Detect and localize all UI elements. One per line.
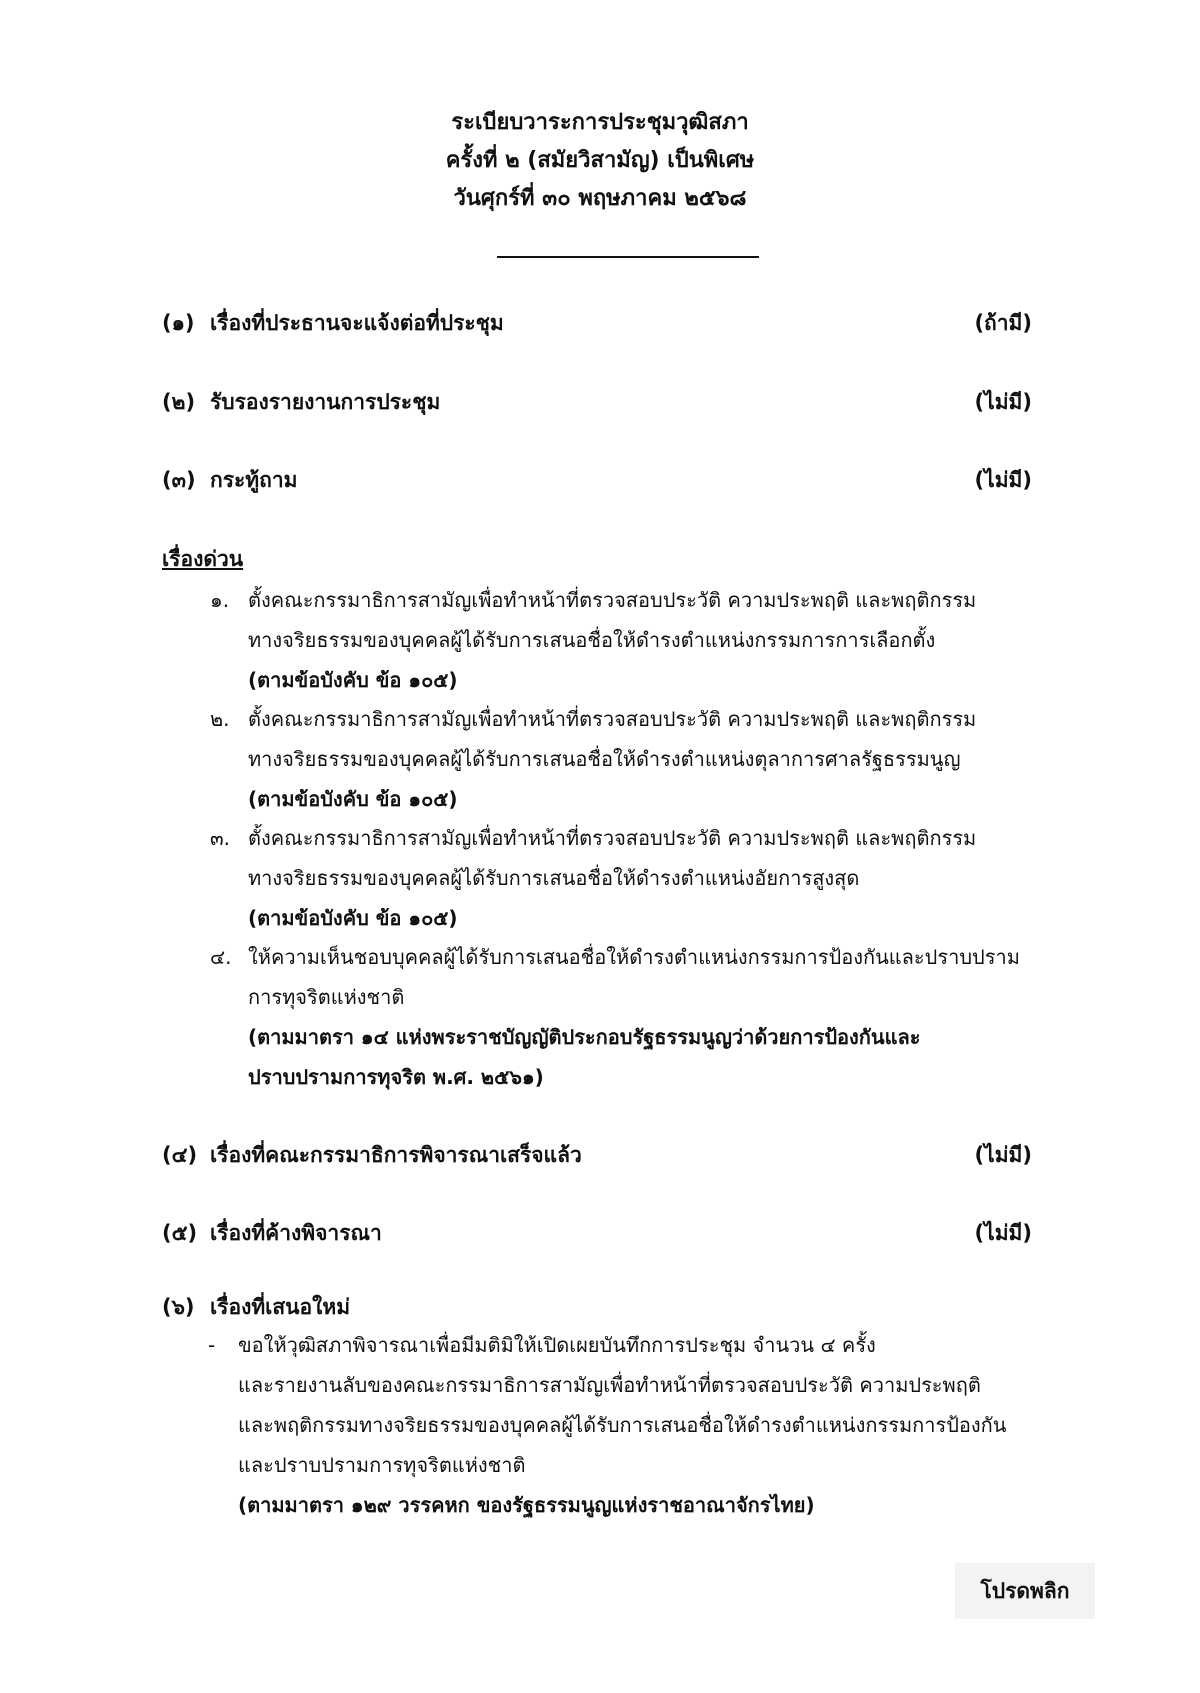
section-title: เรื่องที่เสนอใหม่ xyxy=(210,1295,351,1319)
item-text-line: ตั้งคณะกรรมาธิการสามัญเพื่อทำหน้าที่ตรวจสอบประวัติ ความประพฤติ และพฤติกรรม xyxy=(248,826,977,850)
item-text-line: และปราบปรามการทุจริตแห่งชาติ xyxy=(238,1453,526,1477)
section-number: (๑) xyxy=(162,311,195,335)
section-title: เรื่องที่ค้างพิจารณา xyxy=(210,1221,382,1245)
urgent-item-4 xyxy=(210,937,1090,1097)
item-text-line: ทางจริยธรรมของบุคคลผู้ได้รับการเสนอชื่อให้ดำรงตำแหน่งอัยการสูงสุด xyxy=(248,866,860,890)
section-title: รับรองรายงานการประชุม xyxy=(210,390,441,414)
item-text-line: การทุจริตแห่งชาติ xyxy=(248,985,405,1009)
session-line: ครั้งที่ ๒ (สมัยวิสามัญ) เป็นพิเศษ xyxy=(445,148,755,173)
agenda-header xyxy=(0,104,1200,218)
section-status: (ไม่มี) xyxy=(974,468,1032,492)
item-text-line: ทางจริยธรรมของบุคคลผู้ได้รับการเสนอชื่อให้ดำรงตำแหน่งตุลาการศาลรัฐธรรมนูญ xyxy=(248,747,961,771)
item-number: ๔. xyxy=(210,945,232,969)
item-reference: (ตามข้อบังคับ ข้อ ๑๐๕) xyxy=(248,668,458,692)
item-reference: (ตามข้อบังคับ ข้อ ๑๐๕) xyxy=(248,906,458,930)
section-number: (๖) xyxy=(162,1295,195,1319)
section-number: (๒) xyxy=(162,390,196,414)
section-title: เรื่องที่ประธานจะแจ้งต่อที่ประชุม xyxy=(210,311,504,335)
please-turn-over: โปรดพลิก xyxy=(955,1563,1095,1619)
item-number: ๑. xyxy=(210,588,230,612)
date-line: วันศุกร์ที่ ๓๐ พฤษภาคม ๒๕๖๘ xyxy=(453,186,747,211)
section-2 xyxy=(162,385,1032,419)
section-number: (๕) xyxy=(162,1221,198,1245)
urgent-item-1 xyxy=(210,580,1090,700)
agenda-title: ระเบียบวาระการประชุมวุฒิสภา xyxy=(451,110,749,135)
section-status: (ถ้ามี) xyxy=(974,311,1032,335)
item-reference: (ตามมาตรา ๑๒๙ วรรคหก ของรัฐธรรมนูญแห่งราชอาณาจักรไทย) xyxy=(238,1493,815,1517)
section-5 xyxy=(162,1216,1032,1250)
new-item xyxy=(208,1325,1088,1525)
section-title: กระทู้ถาม xyxy=(210,468,298,492)
urgent-item-3 xyxy=(210,818,1090,938)
section-3 xyxy=(162,463,1032,497)
item-reference: (ตามข้อบังคับ ข้อ ๑๐๕) xyxy=(248,787,458,811)
section-1 xyxy=(162,306,1032,340)
section-number: (๔) xyxy=(162,1143,198,1167)
item-text-line: ตั้งคณะกรรมาธิการสามัญเพื่อทำหน้าที่ตรวจสอบประวัติ ความประพฤติ และพฤติกรรม xyxy=(248,707,977,731)
header-divider xyxy=(497,256,759,258)
item-text-line: ขอให้วุฒิสภาพิจารณาเพื่อมีมติมิให้เปิดเผยบันทึกการประชุม จำนวน ๔ ครั้ง xyxy=(238,1333,876,1357)
section-status: (ไม่มี) xyxy=(974,390,1032,414)
section-4 xyxy=(162,1138,1032,1172)
item-reference: (ตามมาตรา ๑๔ แห่งพระราชบัญญัติประกอบรัฐธรรมนูญว่าด้วยการป้องกันและ xyxy=(248,1025,921,1049)
bullet-dash: - xyxy=(208,1333,216,1357)
urgent-item-2 xyxy=(210,699,1090,819)
section-status: (ไม่มี) xyxy=(974,1143,1032,1167)
item-number: ๒. xyxy=(210,707,230,731)
item-text-line: ตั้งคณะกรรมาธิการสามัญเพื่อทำหน้าที่ตรวจสอบประวัติ ความประพฤติ และพฤติกรรม xyxy=(248,588,977,612)
item-number: ๓. xyxy=(210,826,231,850)
section-number: (๓) xyxy=(162,468,196,492)
item-text-line: และพฤติกรรมทางจริยธรรมของบุคคลผู้ได้รับการเสนอชื่อให้ดำรงตำแหน่งกรรมการป้องกัน xyxy=(238,1413,1007,1437)
item-reference: ปราบปรามการทุจริต พ.ศ. ๒๕๖๑) xyxy=(248,1065,544,1089)
item-text-line: ให้ความเห็นชอบบุคคลผู้ได้รับการเสนอชื่อให้ดำรงตำแหน่งกรรมการป้องกันและปราบปราม xyxy=(248,945,1020,969)
item-text-line: ทางจริยธรรมของบุคคลผู้ได้รับการเสนอชื่อให้ดำรงตำแหน่งกรรมการการเลือกตั้ง xyxy=(248,628,936,652)
section-title: เรื่องที่คณะกรรมาธิการพิจารณาเสร็จแล้ว xyxy=(210,1143,582,1167)
section-6 xyxy=(162,1290,1032,1324)
urgent-heading: เรื่องด่วน xyxy=(162,547,244,571)
item-text-line: และรายงานลับของคณะกรรมาธิการสามัญเพื่อทำหน้าที่ตรวจสอบประวัติ ความประพฤติ xyxy=(238,1373,981,1397)
section-status: (ไม่มี) xyxy=(974,1221,1032,1245)
